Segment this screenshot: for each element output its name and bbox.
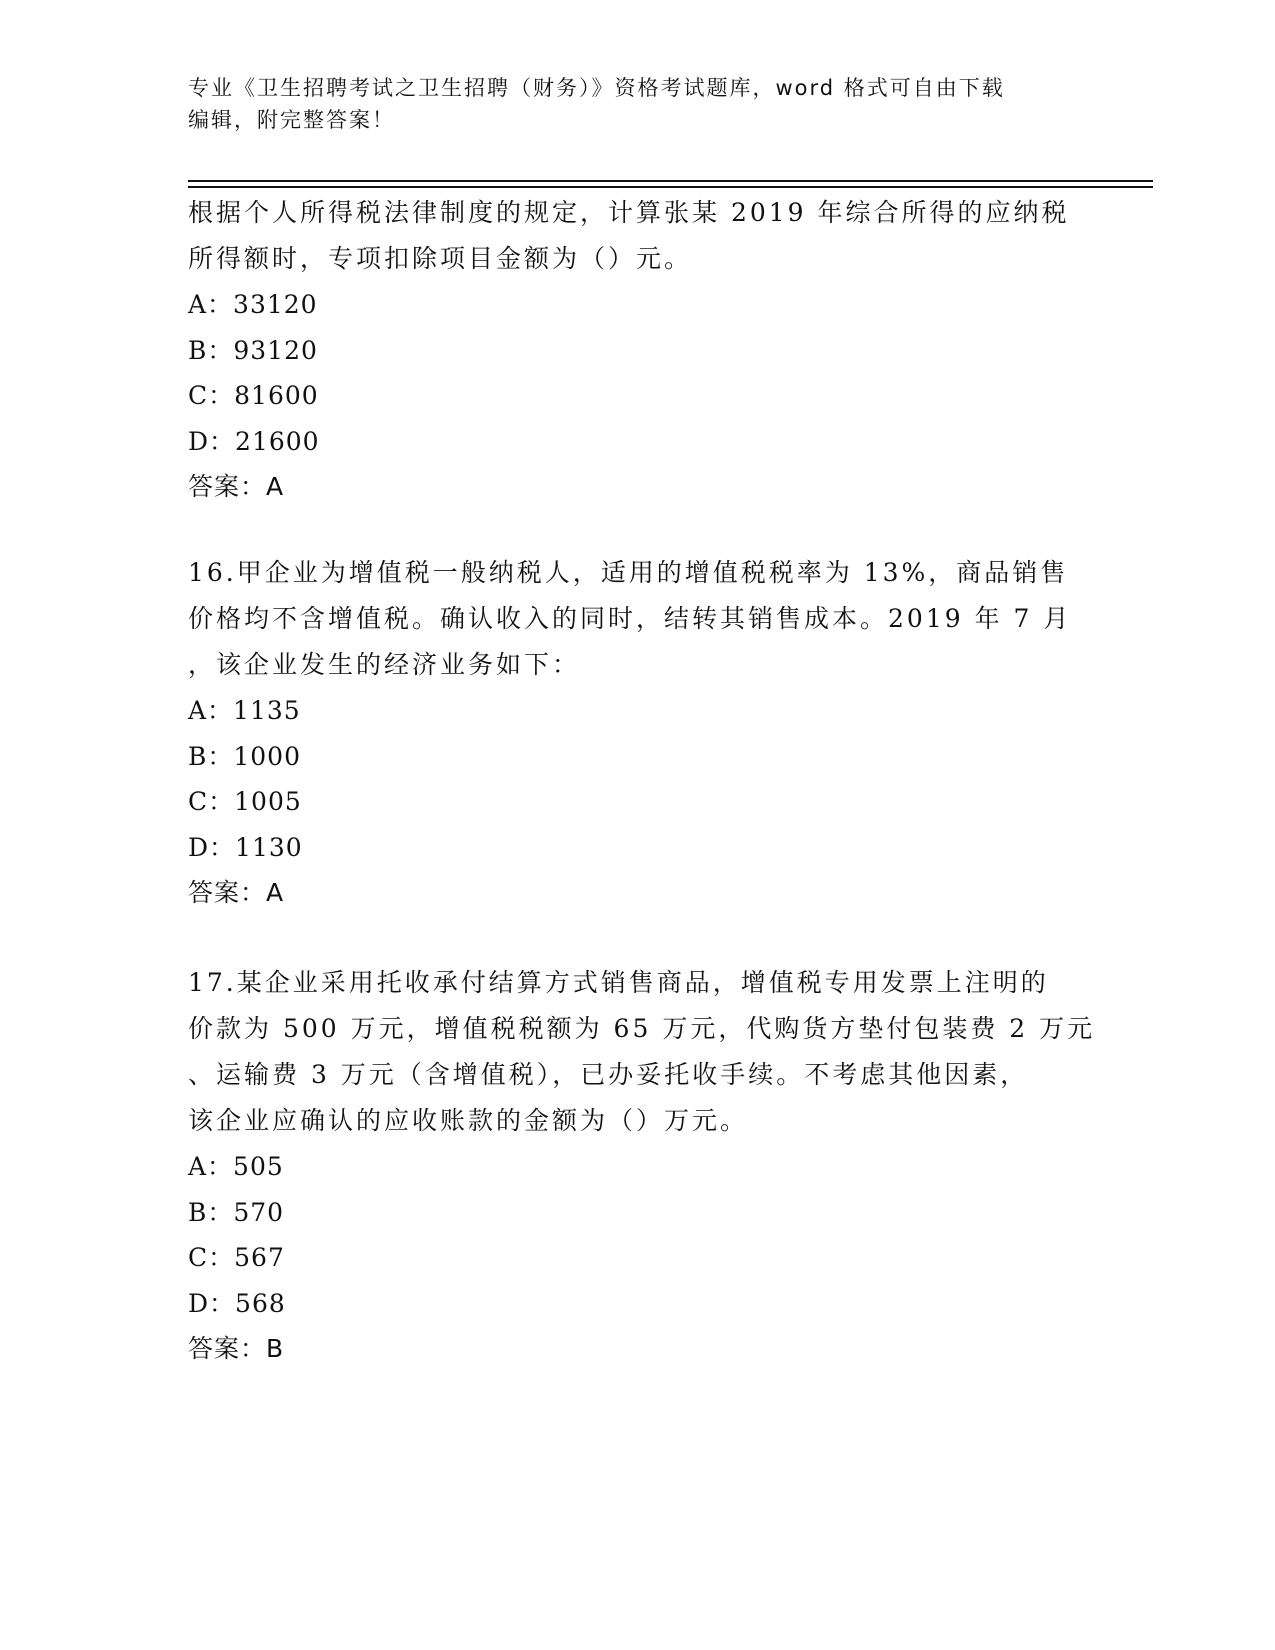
stem-line: 该企业应确认的应收账款的金额为（）万元。 (188, 1106, 749, 1135)
stem-line: 17.某企业采用托收承付结算方式销售商品，增值税专用发票上注明的 (188, 968, 1049, 997)
option-d: D：21600 (188, 426, 320, 456)
option-a: A：505 (188, 1152, 284, 1181)
option-c: C：1005 (188, 787, 302, 816)
header-divider-bottom (188, 186, 1153, 188)
option-b: B：570 (188, 1197, 285, 1227)
stem-line: 16.甲企业为增值税一般纳税人，适用的增值税税率为 13%，商品销售 (188, 558, 1069, 587)
stem-line: 、运输费 3 万元（含增值税），已办妥托收手续。不考虑其他因素， (188, 1060, 1029, 1089)
question-stem (188, 190, 1070, 282)
question-stem (188, 550, 1071, 688)
option-b: B：93120 (188, 335, 318, 365)
option-b: B：1000 (188, 741, 301, 771)
answer-key: 答案：A (188, 472, 285, 501)
answer-key: 答案：A (188, 878, 285, 907)
option-c: C：567 (188, 1243, 285, 1272)
option-d: D：568 (188, 1288, 286, 1318)
header-line: 编辑，附完整答案！ (188, 108, 395, 132)
stem-line: ，该企业发生的经济业务如下： (188, 650, 581, 679)
header-line: 专业《卫生招聘考试之卫生招聘（财务）》资格考试题库，word 格式可自由下载 (188, 76, 1005, 100)
stem-line: 价款为 500 万元，增值税税额为 65 万元，代购货方垫付包装费 2 万元 (188, 1014, 1096, 1043)
header-divider-top (188, 180, 1153, 182)
question-15 (188, 190, 1070, 510)
question-stem (188, 960, 1095, 1144)
option-a: A：1135 (188, 696, 301, 725)
option-c: C：81600 (188, 381, 319, 410)
option-d: D：1130 (188, 832, 303, 862)
stem-line: 价格均不含增值税。确认收入的同时，结转其销售成本。2019 年 7 月 (188, 604, 1072, 633)
question-17 (188, 960, 1095, 1372)
stem-line: 所得额时，专项扣除项目金额为（）元。 (188, 244, 693, 273)
stem-line: 根据个人所得税法律制度的规定，计算张某 2019 年综合所得的应纳税 (188, 198, 1070, 227)
question-16 (188, 550, 1071, 916)
answer-key: 答案：B (188, 1334, 285, 1363)
document-header (188, 72, 1088, 136)
option-a: A：33120 (188, 290, 318, 319)
